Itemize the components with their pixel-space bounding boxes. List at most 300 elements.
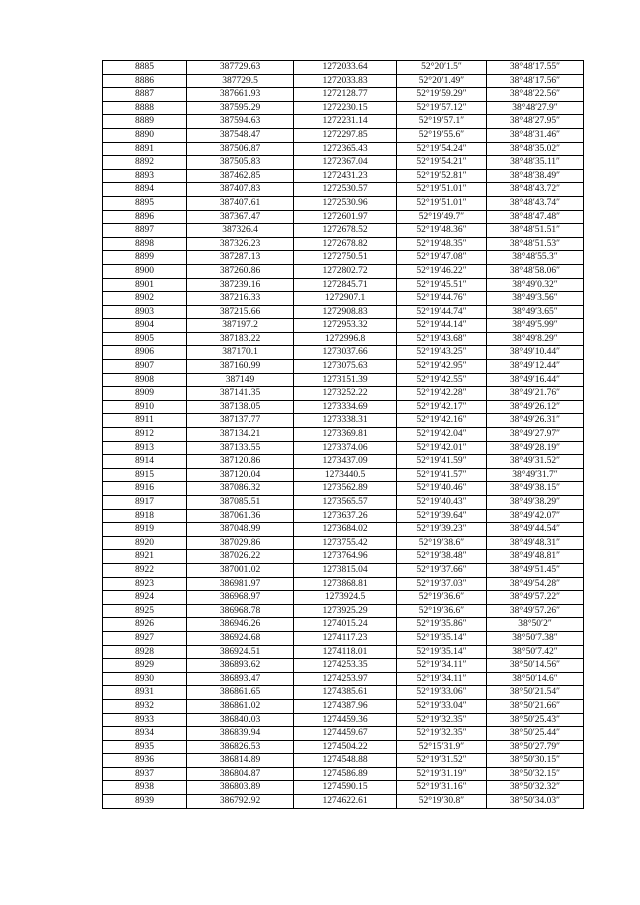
y-coordinate-cell: 1272530.57 [294, 183, 397, 197]
y-coordinate-cell: 1273925.29 [294, 604, 397, 618]
x-coordinate-cell: 386981.97 [187, 577, 294, 591]
x-coordinate-cell: 387661.93 [187, 88, 294, 102]
latitude-cell: 52°19′32.35″ [397, 727, 487, 741]
y-coordinate-cell: 1273815.04 [294, 563, 397, 577]
longitude-cell: 38°49′44.54″ [487, 523, 584, 537]
x-coordinate-cell: 387287.13 [187, 251, 294, 265]
longitude-cell: 38°49′26.12″ [487, 400, 584, 414]
latitude-cell: 52°19′57.12″ [397, 101, 487, 115]
latitude-cell: 52°19′31.16″ [397, 781, 487, 795]
point-number-cell: 8911 [103, 414, 187, 428]
x-coordinate-cell: 387367.47 [187, 210, 294, 224]
y-coordinate-cell: 1272953.32 [294, 319, 397, 333]
latitude-cell: 52°19′44.74″ [397, 305, 487, 319]
y-coordinate-cell: 1273437.09 [294, 455, 397, 469]
table-row [103, 767, 584, 781]
x-coordinate-cell: 387149 [187, 373, 294, 387]
point-number-cell: 8889 [103, 115, 187, 129]
y-coordinate-cell: 1272845.71 [294, 278, 397, 292]
longitude-cell: 38°48′17.56″ [487, 74, 584, 88]
longitude-cell: 38°50′32.32″ [487, 781, 584, 795]
x-coordinate-cell: 387141.35 [187, 387, 294, 401]
x-coordinate-cell: 387462.85 [187, 169, 294, 183]
latitude-cell: 52°19′34.11″ [397, 672, 487, 686]
y-coordinate-cell: 1273755.42 [294, 536, 397, 550]
y-coordinate-cell: 1273369.81 [294, 428, 397, 442]
table-row [103, 550, 584, 564]
table-row [103, 536, 584, 550]
latitude-cell: 52°19′38.48″ [397, 550, 487, 564]
latitude-cell: 52°19′51.01″ [397, 183, 487, 197]
longitude-cell: 38°48′35.11″ [487, 156, 584, 170]
point-number-cell: 8917 [103, 496, 187, 510]
table-row [103, 523, 584, 537]
point-number-cell: 8927 [103, 631, 187, 645]
point-number-cell: 8897 [103, 224, 187, 238]
point-number-cell: 8908 [103, 373, 187, 387]
x-coordinate-cell: 387029.86 [187, 536, 294, 550]
latitude-cell: 52°19′35.14″ [397, 631, 487, 645]
y-coordinate-cell: 1272367.04 [294, 156, 397, 170]
longitude-cell: 38°49′28.19″ [487, 441, 584, 455]
table-row [103, 631, 584, 645]
latitude-cell: 52°19′32.35″ [397, 713, 487, 727]
longitude-cell: 38°49′57.22″ [487, 591, 584, 605]
y-coordinate-cell: 1273764.96 [294, 550, 397, 564]
latitude-cell: 52°19′42.17″ [397, 400, 487, 414]
y-coordinate-cell: 1274387.96 [294, 699, 397, 713]
latitude-cell: 52°19′37.66″ [397, 563, 487, 577]
point-number-cell: 8888 [103, 101, 187, 115]
point-number-cell: 8939 [103, 795, 187, 809]
x-coordinate-cell: 387215.66 [187, 305, 294, 319]
latitude-cell: 52°19′44.76″ [397, 292, 487, 306]
coordinates-table-body [103, 61, 584, 809]
table-row [103, 563, 584, 577]
point-number-cell: 8886 [103, 74, 187, 88]
longitude-cell: 38°48′27.9″ [487, 101, 584, 115]
latitude-cell: 52°19′34.11″ [397, 659, 487, 673]
latitude-cell: 52°19′40.43″ [397, 496, 487, 510]
longitude-cell: 38°49′38.15″ [487, 482, 584, 496]
point-number-cell: 8903 [103, 305, 187, 319]
x-coordinate-cell: 387138.05 [187, 400, 294, 414]
longitude-cell: 38°49′38.29″ [487, 496, 584, 510]
latitude-cell: 52°19′40.46″ [397, 482, 487, 496]
table-row [103, 482, 584, 496]
point-number-cell: 8930 [103, 672, 187, 686]
point-number-cell: 8916 [103, 482, 187, 496]
y-coordinate-cell: 1272750.51 [294, 251, 397, 265]
latitude-cell: 52°19′36.6″ [397, 591, 487, 605]
x-coordinate-cell: 386814.89 [187, 754, 294, 768]
longitude-cell: 38°48′51.51″ [487, 224, 584, 238]
latitude-cell: 52°19′42.04″ [397, 428, 487, 442]
table-row [103, 251, 584, 265]
x-coordinate-cell: 387001.02 [187, 563, 294, 577]
y-coordinate-cell: 1274015.24 [294, 618, 397, 632]
table-row [103, 196, 584, 210]
point-number-cell: 8928 [103, 645, 187, 659]
longitude-cell: 38°50′30.15″ [487, 754, 584, 768]
y-coordinate-cell: 1274253.35 [294, 659, 397, 673]
longitude-cell: 38°49′8.29″ [487, 332, 584, 346]
point-number-cell: 8885 [103, 61, 187, 75]
point-number-cell: 8915 [103, 468, 187, 482]
table-row [103, 292, 584, 306]
table-row [103, 713, 584, 727]
point-number-cell: 8935 [103, 740, 187, 754]
longitude-cell: 38°48′58.06″ [487, 264, 584, 278]
table-row [103, 591, 584, 605]
point-number-cell: 8892 [103, 156, 187, 170]
table-row [103, 142, 584, 156]
latitude-cell: 52°19′48.36″ [397, 224, 487, 238]
x-coordinate-cell: 386861.65 [187, 686, 294, 700]
y-coordinate-cell: 1273151.39 [294, 373, 397, 387]
longitude-cell: 38°48′17.55″ [487, 61, 584, 75]
point-number-cell: 8905 [103, 332, 187, 346]
latitude-cell: 52°19′57.1″ [397, 115, 487, 129]
table-row [103, 496, 584, 510]
table-row [103, 699, 584, 713]
longitude-cell: 38°48′47.48″ [487, 210, 584, 224]
x-coordinate-cell: 387729.63 [187, 61, 294, 75]
latitude-cell: 52°19′46.22″ [397, 264, 487, 278]
y-coordinate-cell: 1274117.23 [294, 631, 397, 645]
longitude-cell: 38°49′12.44″ [487, 360, 584, 374]
y-coordinate-cell: 1273037.66 [294, 346, 397, 360]
point-number-cell: 8900 [103, 264, 187, 278]
longitude-cell: 38°49′10.44″ [487, 346, 584, 360]
latitude-cell: 52°19′51.01″ [397, 196, 487, 210]
y-coordinate-cell: 1274253.97 [294, 672, 397, 686]
y-coordinate-cell: 1274459.67 [294, 727, 397, 741]
table-row [103, 604, 584, 618]
latitude-cell: 52°19′35.86″ [397, 618, 487, 632]
latitude-cell: 52°19′49.7″ [397, 210, 487, 224]
y-coordinate-cell: 1273075.63 [294, 360, 397, 374]
x-coordinate-cell: 387086.32 [187, 482, 294, 496]
table-row [103, 795, 584, 809]
y-coordinate-cell: 1273565.57 [294, 496, 397, 510]
table-row [103, 686, 584, 700]
latitude-cell: 52°19′59.29″ [397, 88, 487, 102]
point-number-cell: 8891 [103, 142, 187, 156]
table-row [103, 346, 584, 360]
point-number-cell: 8899 [103, 251, 187, 265]
latitude-cell: 52°19′39.23″ [397, 523, 487, 537]
table-row [103, 305, 584, 319]
x-coordinate-cell: 387134.21 [187, 428, 294, 442]
point-number-cell: 8932 [103, 699, 187, 713]
table-row [103, 727, 584, 741]
table-row [103, 101, 584, 115]
y-coordinate-cell: 1272230.15 [294, 101, 397, 115]
table-row [103, 278, 584, 292]
point-number-cell: 8922 [103, 563, 187, 577]
x-coordinate-cell: 387594.63 [187, 115, 294, 129]
y-coordinate-cell: 1272033.83 [294, 74, 397, 88]
longitude-cell: 38°50′21.54″ [487, 686, 584, 700]
latitude-cell: 52°19′35.14″ [397, 645, 487, 659]
longitude-cell: 38°49′51.45″ [487, 563, 584, 577]
y-coordinate-cell: 1272033.64 [294, 61, 397, 75]
latitude-cell: 52°19′42.01″ [397, 441, 487, 455]
latitude-cell: 52°19′31.52″ [397, 754, 487, 768]
point-number-cell: 8904 [103, 319, 187, 333]
latitude-cell: 52°19′54.24″ [397, 142, 487, 156]
latitude-cell: 52°19′43.68″ [397, 332, 487, 346]
x-coordinate-cell: 387085.51 [187, 496, 294, 510]
x-coordinate-cell: 387026.22 [187, 550, 294, 564]
point-number-cell: 8931 [103, 686, 187, 700]
longitude-cell: 38°50′2″ [487, 618, 584, 632]
point-number-cell: 8923 [103, 577, 187, 591]
point-number-cell: 8887 [103, 88, 187, 102]
point-number-cell: 8896 [103, 210, 187, 224]
table-row [103, 169, 584, 183]
latitude-cell: 52°19′52.81″ [397, 169, 487, 183]
y-coordinate-cell: 1272678.82 [294, 237, 397, 251]
latitude-cell: 52°19′33.06″ [397, 686, 487, 700]
y-coordinate-cell: 1272802.72 [294, 264, 397, 278]
latitude-cell: 52°19′30.8″ [397, 795, 487, 809]
y-coordinate-cell: 1273924.5 [294, 591, 397, 605]
table-row [103, 659, 584, 673]
table-row [103, 618, 584, 632]
longitude-cell: 38°50′34.03″ [487, 795, 584, 809]
longitude-cell: 38°50′14.56″ [487, 659, 584, 673]
point-number-cell: 8933 [103, 713, 187, 727]
longitude-cell: 38°50′7.38″ [487, 631, 584, 645]
latitude-cell: 52°19′45.51″ [397, 278, 487, 292]
table-row [103, 319, 584, 333]
x-coordinate-cell: 386924.51 [187, 645, 294, 659]
longitude-cell: 38°49′5.99″ [487, 319, 584, 333]
table-row [103, 74, 584, 88]
x-coordinate-cell: 386968.78 [187, 604, 294, 618]
longitude-cell: 38°50′25.44″ [487, 727, 584, 741]
table-row [103, 455, 584, 469]
longitude-cell: 38°49′0.32″ [487, 278, 584, 292]
x-coordinate-cell: 387407.61 [187, 196, 294, 210]
x-coordinate-cell: 387120.86 [187, 455, 294, 469]
y-coordinate-cell: 1273338.31 [294, 414, 397, 428]
point-number-cell: 8936 [103, 754, 187, 768]
table-row [103, 373, 584, 387]
y-coordinate-cell: 1273868.81 [294, 577, 397, 591]
x-coordinate-cell: 387160.99 [187, 360, 294, 374]
point-number-cell: 8894 [103, 183, 187, 197]
y-coordinate-cell: 1272530.96 [294, 196, 397, 210]
x-coordinate-cell: 387216.33 [187, 292, 294, 306]
table-row [103, 264, 584, 278]
latitude-cell: 52°19′47.08″ [397, 251, 487, 265]
point-number-cell: 8893 [103, 169, 187, 183]
x-coordinate-cell: 386826.53 [187, 740, 294, 754]
latitude-cell: 52°19′37.03″ [397, 577, 487, 591]
table-row [103, 672, 584, 686]
y-coordinate-cell: 1273562.89 [294, 482, 397, 496]
latitude-cell: 52°19′48.35″ [397, 237, 487, 251]
y-coordinate-cell: 1274548.88 [294, 754, 397, 768]
x-coordinate-cell: 387260.86 [187, 264, 294, 278]
x-coordinate-cell: 386968.97 [187, 591, 294, 605]
y-coordinate-cell: 1273684.02 [294, 523, 397, 537]
x-coordinate-cell: 386861.02 [187, 699, 294, 713]
longitude-cell: 38°49′54.28″ [487, 577, 584, 591]
longitude-cell: 38°49′42.07″ [487, 509, 584, 523]
table-row [103, 468, 584, 482]
y-coordinate-cell: 1272231.14 [294, 115, 397, 129]
table-row [103, 754, 584, 768]
longitude-cell: 38°48′22.56″ [487, 88, 584, 102]
table-row [103, 88, 584, 102]
latitude-cell: 52°19′33.04″ [397, 699, 487, 713]
longitude-cell: 38°49′3.56″ [487, 292, 584, 306]
longitude-cell: 38°49′3.65″ [487, 305, 584, 319]
longitude-cell: 38°48′31.46″ [487, 128, 584, 142]
longitude-cell: 38°50′27.79″ [487, 740, 584, 754]
y-coordinate-cell: 1272128.77 [294, 88, 397, 102]
latitude-cell: 52°19′38.6″ [397, 536, 487, 550]
x-coordinate-cell: 386792.92 [187, 795, 294, 809]
x-coordinate-cell: 387506.87 [187, 142, 294, 156]
longitude-cell: 38°48′35.02″ [487, 142, 584, 156]
table-row [103, 237, 584, 251]
longitude-cell: 38°49′27.97″ [487, 428, 584, 442]
x-coordinate-cell: 387548.47 [187, 128, 294, 142]
y-coordinate-cell: 1274118.01 [294, 645, 397, 659]
point-number-cell: 8920 [103, 536, 187, 550]
x-coordinate-cell: 387170.1 [187, 346, 294, 360]
table-row [103, 183, 584, 197]
latitude-cell: 52°19′44.14″ [397, 319, 487, 333]
x-coordinate-cell: 386803.89 [187, 781, 294, 795]
x-coordinate-cell: 387239.16 [187, 278, 294, 292]
latitude-cell: 52°19′55.6″ [397, 128, 487, 142]
table-row [103, 128, 584, 142]
longitude-cell: 38°49′57.26″ [487, 604, 584, 618]
x-coordinate-cell: 387197.2 [187, 319, 294, 333]
point-number-cell: 8890 [103, 128, 187, 142]
y-coordinate-cell: 1273637.26 [294, 509, 397, 523]
longitude-cell: 38°49′21.76″ [487, 387, 584, 401]
y-coordinate-cell: 1273334.69 [294, 400, 397, 414]
x-coordinate-cell: 387048.99 [187, 523, 294, 537]
longitude-cell: 38°48′43.74″ [487, 196, 584, 210]
point-number-cell: 8909 [103, 387, 187, 401]
latitude-cell: 52°19′41.57″ [397, 468, 487, 482]
point-number-cell: 8929 [103, 659, 187, 673]
point-number-cell: 8937 [103, 767, 187, 781]
x-coordinate-cell: 387729.5 [187, 74, 294, 88]
latitude-cell: 52°19′39.64″ [397, 509, 487, 523]
y-coordinate-cell: 1273252.22 [294, 387, 397, 401]
y-coordinate-cell: 1272365.43 [294, 142, 397, 156]
table-row [103, 441, 584, 455]
x-coordinate-cell: 386840.03 [187, 713, 294, 727]
y-coordinate-cell: 1272601.97 [294, 210, 397, 224]
table-row [103, 740, 584, 754]
longitude-cell: 38°50′32.15″ [487, 767, 584, 781]
point-number-cell: 8910 [103, 400, 187, 414]
longitude-cell: 38°50′14.6″ [487, 672, 584, 686]
table-row [103, 781, 584, 795]
table-row [103, 400, 584, 414]
longitude-cell: 38°48′27.95″ [487, 115, 584, 129]
longitude-cell: 38°49′48.31″ [487, 536, 584, 550]
point-number-cell: 8921 [103, 550, 187, 564]
point-number-cell: 8895 [103, 196, 187, 210]
table-row [103, 645, 584, 659]
table-row [103, 428, 584, 442]
point-number-cell: 8898 [103, 237, 187, 251]
x-coordinate-cell: 386924.68 [187, 631, 294, 645]
table-row [103, 332, 584, 346]
point-number-cell: 8902 [103, 292, 187, 306]
latitude-cell: 52°19′41.59″ [397, 455, 487, 469]
point-number-cell: 8938 [103, 781, 187, 795]
point-number-cell: 8913 [103, 441, 187, 455]
x-coordinate-cell: 387407.83 [187, 183, 294, 197]
latitude-cell: 52°15′31.9″ [397, 740, 487, 754]
y-coordinate-cell: 1274504.22 [294, 740, 397, 754]
latitude-cell: 52°19′54.21″ [397, 156, 487, 170]
latitude-cell: 52°19′31.19″ [397, 767, 487, 781]
table-row [103, 387, 584, 401]
x-coordinate-cell: 386893.62 [187, 659, 294, 673]
x-coordinate-cell: 387595.29 [187, 101, 294, 115]
x-coordinate-cell: 387137.77 [187, 414, 294, 428]
table-row [103, 414, 584, 428]
table-row [103, 115, 584, 129]
table-row [103, 360, 584, 374]
x-coordinate-cell: 387326.23 [187, 237, 294, 251]
longitude-cell: 38°49′48.81″ [487, 550, 584, 564]
y-coordinate-cell: 1272996.8 [294, 332, 397, 346]
x-coordinate-cell: 387133.55 [187, 441, 294, 455]
table-row [103, 509, 584, 523]
coordinates-table [102, 60, 584, 809]
latitude-cell: 52°20′1.49″ [397, 74, 487, 88]
latitude-cell: 52°19′42.16″ [397, 414, 487, 428]
table-row [103, 61, 584, 75]
longitude-cell: 38°48′51.53″ [487, 237, 584, 251]
y-coordinate-cell: 1272678.52 [294, 224, 397, 238]
table-row [103, 210, 584, 224]
point-number-cell: 8925 [103, 604, 187, 618]
longitude-cell: 38°50′7.42″ [487, 645, 584, 659]
y-coordinate-cell: 1274586.89 [294, 767, 397, 781]
table-row [103, 224, 584, 238]
longitude-cell: 38°49′31.7″ [487, 468, 584, 482]
y-coordinate-cell: 1274590.15 [294, 781, 397, 795]
point-number-cell: 8901 [103, 278, 187, 292]
latitude-cell: 52°19′43.25″ [397, 346, 487, 360]
latitude-cell: 52°19′42.28″ [397, 387, 487, 401]
point-number-cell: 8914 [103, 455, 187, 469]
point-number-cell: 8906 [103, 346, 187, 360]
y-coordinate-cell: 1272908.83 [294, 305, 397, 319]
x-coordinate-cell: 387505.83 [187, 156, 294, 170]
longitude-cell: 38°48′43.72″ [487, 183, 584, 197]
point-number-cell: 8918 [103, 509, 187, 523]
x-coordinate-cell: 387183.22 [187, 332, 294, 346]
x-coordinate-cell: 386893.47 [187, 672, 294, 686]
point-number-cell: 8912 [103, 428, 187, 442]
